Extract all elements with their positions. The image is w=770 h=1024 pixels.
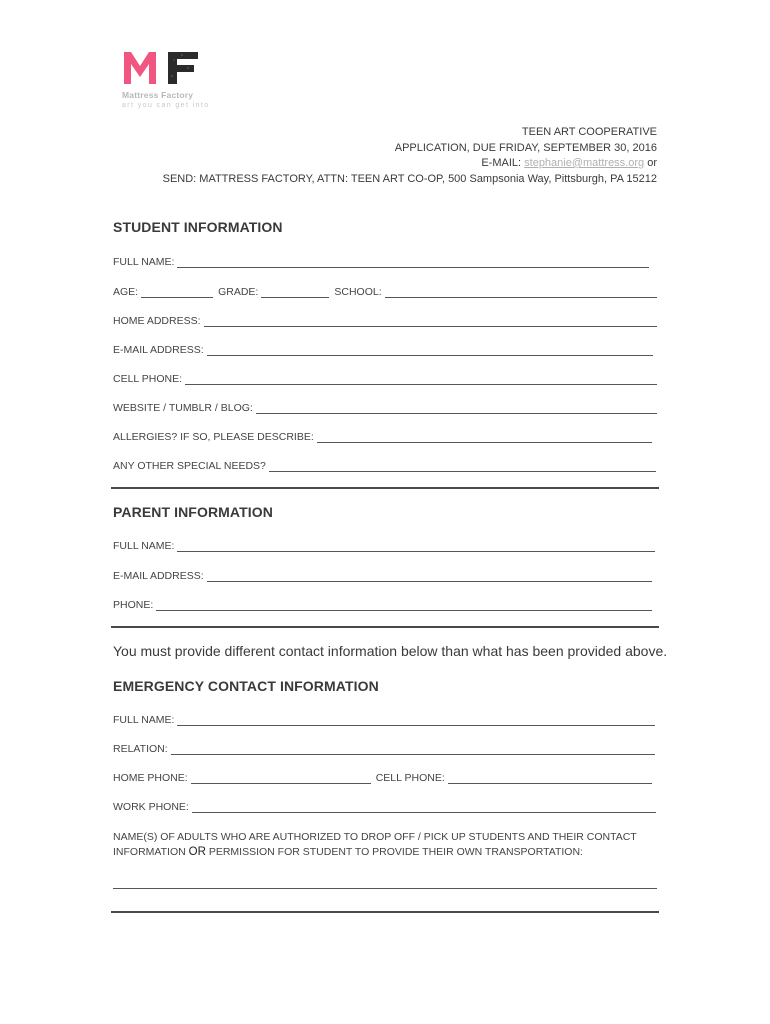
student-age-line[interactable] (141, 286, 213, 298)
section-divider (111, 911, 659, 913)
logo-tagline: art you can get into (122, 102, 210, 109)
parent-full-name-line[interactable] (177, 540, 655, 552)
emergency-cell-phone-label: CELL PHONE: (375, 772, 445, 784)
student-full-name-label: FULL NAME: (113, 256, 175, 268)
student-school-line[interactable] (385, 286, 657, 298)
section-divider (111, 626, 659, 628)
student-cell-phone-label: CELL PHONE: (113, 373, 183, 385)
email-suffix: or (647, 157, 657, 169)
student-section-title: STUDENT INFORMATION (113, 219, 283, 235)
student-special-needs-label: ANY OTHER SPECIAL NEEDS? (113, 460, 266, 472)
mattress-factory-logo (122, 50, 232, 109)
parent-email-field[interactable] (113, 566, 652, 582)
email-line (163, 156, 657, 172)
parent-phone-label: PHONE: (113, 599, 154, 611)
student-full-name-line[interactable] (177, 256, 649, 268)
authorized-adults-line[interactable] (113, 888, 657, 889)
student-cell-phone-line[interactable] (185, 373, 657, 385)
student-email-field[interactable] (113, 340, 653, 356)
mf-logo-mark-icon (122, 50, 202, 86)
student-home-address-line[interactable] (204, 315, 657, 327)
student-cell-phone-field[interactable] (113, 369, 657, 385)
student-allergies-field[interactable] (113, 427, 652, 443)
student-school-label: SCHOOL: (334, 286, 382, 298)
parent-full-name-label: FULL NAME: (113, 540, 175, 552)
student-full-name-field[interactable] (113, 252, 649, 268)
application-header (163, 125, 657, 187)
parent-email-label: E-MAIL ADDRESS: (113, 570, 204, 582)
mailing-address: SEND: MATTRESS FACTORY, ATTN: TEEN ART CO-OP, 500 Sampsonia Way, Pittsburgh, PA 15212 (162, 172, 657, 185)
emergency-home-phone-label: HOME PHONE: (113, 772, 188, 784)
section-divider (111, 487, 659, 489)
student-age-label: AGE: (113, 286, 139, 298)
student-email-label: E-MAIL ADDRESS: (113, 344, 204, 356)
student-age-grade-school-row (113, 282, 657, 298)
emergency-work-phone-field[interactable] (113, 797, 656, 813)
student-special-needs-field[interactable] (113, 456, 656, 472)
emergency-phones-row (113, 768, 652, 784)
emergency-relation-line[interactable] (171, 743, 655, 755)
student-grade-label: GRADE: (218, 286, 259, 298)
student-website-field[interactable] (113, 398, 657, 414)
email-link[interactable]: stephanie@mattress.org (524, 157, 645, 169)
program-title: TEEN ART COOPERATIVE (521, 126, 657, 138)
parent-section-title: PARENT INFORMATION (113, 504, 273, 520)
email-label: E-MAIL: (481, 157, 522, 169)
student-allergies-line[interactable] (317, 431, 652, 443)
emergency-home-phone-line[interactable] (191, 772, 371, 784)
emergency-work-phone-label: WORK PHONE: (113, 801, 189, 813)
authorized-or: OR (188, 846, 206, 858)
contact-notice: You must provide different contact information below than what has been provided above. (113, 643, 668, 659)
student-special-needs-line[interactable] (269, 460, 656, 472)
emergency-full-name-label: FULL NAME: (113, 714, 175, 726)
student-website-line[interactable] (256, 402, 657, 414)
emergency-full-name-field[interactable] (113, 710, 655, 726)
transportation-permission-text: PERMISSION FOR STUDENT TO PROVIDE THEIR OWN TRANSPORTATION: (208, 846, 583, 858)
student-home-address-field[interactable] (113, 311, 657, 327)
student-home-address-label: HOME ADDRESS: (113, 315, 201, 327)
student-grade-line[interactable] (261, 286, 329, 298)
parent-email-line[interactable] (207, 570, 652, 582)
emergency-cell-phone-line[interactable] (448, 772, 652, 784)
authorized-adults-instructions (113, 830, 657, 860)
due-date: APPLICATION, DUE FRIDAY, SEPTEMBER 30, 2016 (394, 141, 657, 154)
authorized-adults-text: NAME(S) OF ADULTS WHO ARE AUTHORIZED TO DROP OFF / PICK UP STUDENTS AND THEIR CONTACT INFORMATION (113, 831, 637, 858)
student-email-line[interactable] (207, 344, 653, 356)
student-allergies-label: ALLERGIES? IF SO, PLEASE DESCRIBE: (113, 431, 314, 443)
logo-name: Mattress Factory (122, 90, 194, 100)
parent-phone-field[interactable] (113, 595, 652, 611)
emergency-full-name-line[interactable] (177, 714, 655, 726)
emergency-section-title: EMERGENCY CONTACT INFORMATION (113, 678, 379, 694)
parent-phone-line[interactable] (156, 599, 652, 611)
emergency-work-phone-line[interactable] (192, 801, 656, 813)
emergency-relation-label: RELATION: (113, 743, 168, 755)
student-website-label: WEBSITE / TUMBLR / BLOG: (113, 402, 253, 414)
parent-full-name-field[interactable] (113, 536, 655, 552)
emergency-relation-field[interactable] (113, 739, 655, 755)
